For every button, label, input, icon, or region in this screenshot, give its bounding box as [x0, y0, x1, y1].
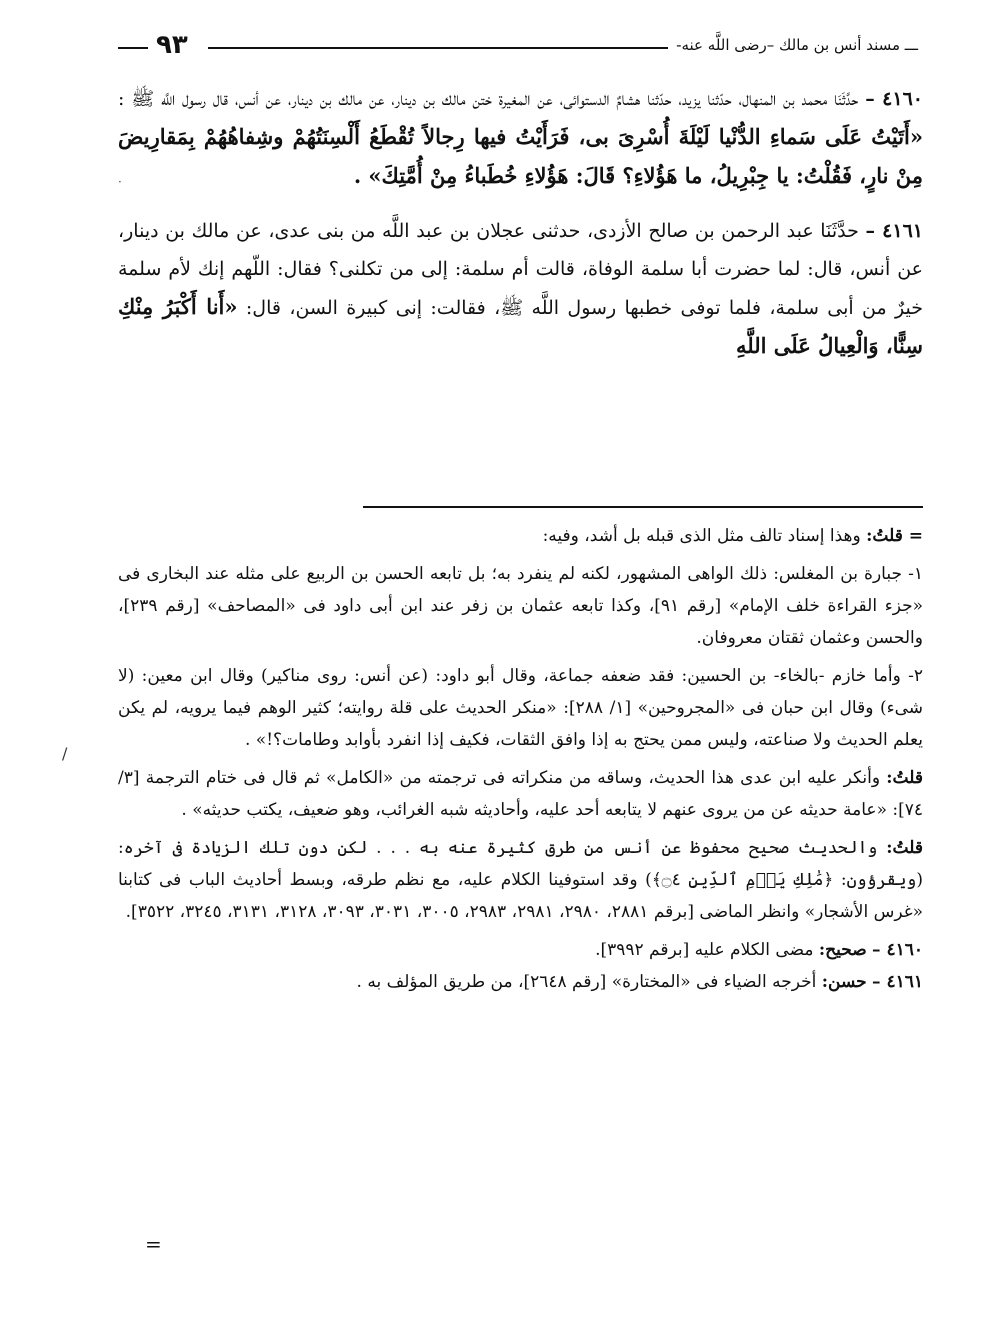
note-intro — [118, 520, 923, 552]
hadith-4160 — [118, 80, 923, 196]
note-1: ١- جبارة بن المغلس: ذلك الواهى المشهور، لكنه لم ينفرد به؛ بل تابعه الحسن بن الربيع على مثله عند البخارى فى «جزء القراءة خلف الإمام» [رقم ٩١]، وكذا تابعه عثمان بن زفر عند ابن أبى داود فى «المصاحف» [رقم ٢٣٩]، والحسن وعثمان ثقتان معروفان. — [118, 564, 923, 648]
note-3 — [118, 762, 923, 826]
note-label: = قلتُ: — [866, 526, 923, 546]
note-text: وأنكر عليه ابن عدى هذا الحديث، وساقه من منكراته فى ترجمته من «الكامل» ثم قال فى ختام الترجمة [٣/ ٧٤]: «عامة حديثه عن من يروى عنهم لا يتابعه أحد عليه، وأحاديثه شبه الغرائب، وهو ضعيف، يكتب حديثه» . — [118, 768, 923, 820]
note-4 — [118, 832, 923, 928]
continuation-mark: = — [145, 1232, 162, 1256]
source-4161 — [118, 966, 923, 998]
hadith-4161 — [118, 212, 923, 366]
source-text: مضى الكلام عليه [برقم ٣٩٩٢]. — [595, 940, 814, 960]
note-label: قلتُ: — [886, 838, 923, 858]
hadith-isnad: حدَّثَنَا محمد بن المنهال، حدّثنا يزيد، حدّثنا هشامٌ الدستوائى، عن المغيرة ختن مالك بن دينار، عن مالك بن دينار، عن أنس، قال رسول اللَّه ﷺ : — [118, 88, 859, 110]
margin-mark: / — [62, 744, 68, 763]
hadith-isnad: حدَّثَنَا عبد الرحمن بن صالح الأزدى، حدثنى عجلان بن عبد اللَّه من بنى عدى، عن مالك بن دينار، عن أنس، قال: لما حضرت أبا سلمة الوفاة، قالت أم سلمة: إلى من تكلنى؟ فقال: اللّهم إنك لأم سلمة خيرٌ من أبى سلمة، فلما توفى خطبها رسول اللَّه ﷺ، فقالت: إنى كبيرة السن، قال: — [118, 220, 923, 319]
source-text: أخرجه الضياء فى «المختارة» [رقم ٢٦٤٨]، من طريق المؤلف به . — [356, 972, 817, 992]
footnote-separator — [363, 506, 923, 508]
header-rule-short — [118, 47, 148, 49]
page-header — [118, 30, 918, 64]
margin-dot: · — [118, 175, 122, 189]
source-grade: حسن: — [821, 972, 867, 992]
note-label: قلتُ: — [886, 768, 923, 788]
note-2: ٢- وأما خازم -بالخاء- بن الحسين: فقد ضعفه جماعة، وقال أبو داود: (عن أنس: روى مناكير) وقال ابن معين: (لا شىء) وقال ابن حبان فى «المجروحين» [١/ ٢٨٨]: «منكر الحديث على قلة روايته؛ كثير الوهم فيما يرويه، لم يكن يعلم الحديث ولا صناعته، وليس ممن يحتج به إذا وافق الثقات، فكيف إذا انفرد بأوابد وطامات؟!» . — [118, 666, 923, 750]
note-text: وهذا إسناد تالف مثل الذى قبله بل أشد، وفيه: — [542, 526, 861, 546]
source-grade: صحيح: — [818, 940, 867, 960]
source-number: ٤١٦١ – — [872, 972, 923, 992]
page-number: ٩٣ — [156, 30, 188, 60]
running-title: ـــ مسند أنس بن مالك –رضى اللَّه عنه- — [676, 36, 918, 54]
footnotes — [118, 520, 923, 998]
header-rule — [208, 47, 668, 49]
hadith-number: ٤١٦٠ – — [865, 88, 923, 110]
source-number: ٤١٦٠ – — [872, 940, 923, 960]
hadith-matn: «أَنا أَكْبَرُ مِنْكِ سِنًّا، وَالْعِيالُ عَلَى اللَّهِ — [118, 294, 923, 358]
main-text — [118, 80, 923, 382]
hadith-number: ٤١٦١ – — [865, 220, 923, 242]
hadith-matn: «أَتَيْتُ عَلَى سَماءِ الدُّنْيا لَيْلَةَ أُسْرِىَ بى، فَرَأَيْتُ فيها رِجالاً تُقْطَعُ أَلْسِنَتُهُمْ وشِفاهُهُمْ بِمَقارِيضَ مِنْ نارٍ، فَقُلْتُ: يا جِبْرِيلُ، ما هَؤُلاءِ؟ قَالَ: هَؤُلاءِ خُطَباءُ مِنْ أُمَّتِكَ» . — [118, 124, 923, 188]
source-4160 — [118, 934, 923, 966]
note-text: والحديث صحيح محفوظ عن أنس من طرق كثيرة عنه به . . . لكن دون تلك الزيادة فى آخره: (ويقرؤون: ﴿مَٰلِكِ يَوۡمِ ٱلدِّينِ ۝٤﴾) وقد استوفينا الكلام عليه، مع نظم طرقه، وبسط أحاديث الباب فى كتابنا «غرس الأشجار» وانظر الماضى [برقم ٢٨٨١، ٢٩٨٠، ٢٩٨١، ٢٩٨٣، ٣٠٠٥، ٣٠٣١، ٣٠٩٣، ٣١٢٨، ٣١٣١، ٣٢٤٥، ٣٥٢٢]. — [118, 838, 923, 922]
